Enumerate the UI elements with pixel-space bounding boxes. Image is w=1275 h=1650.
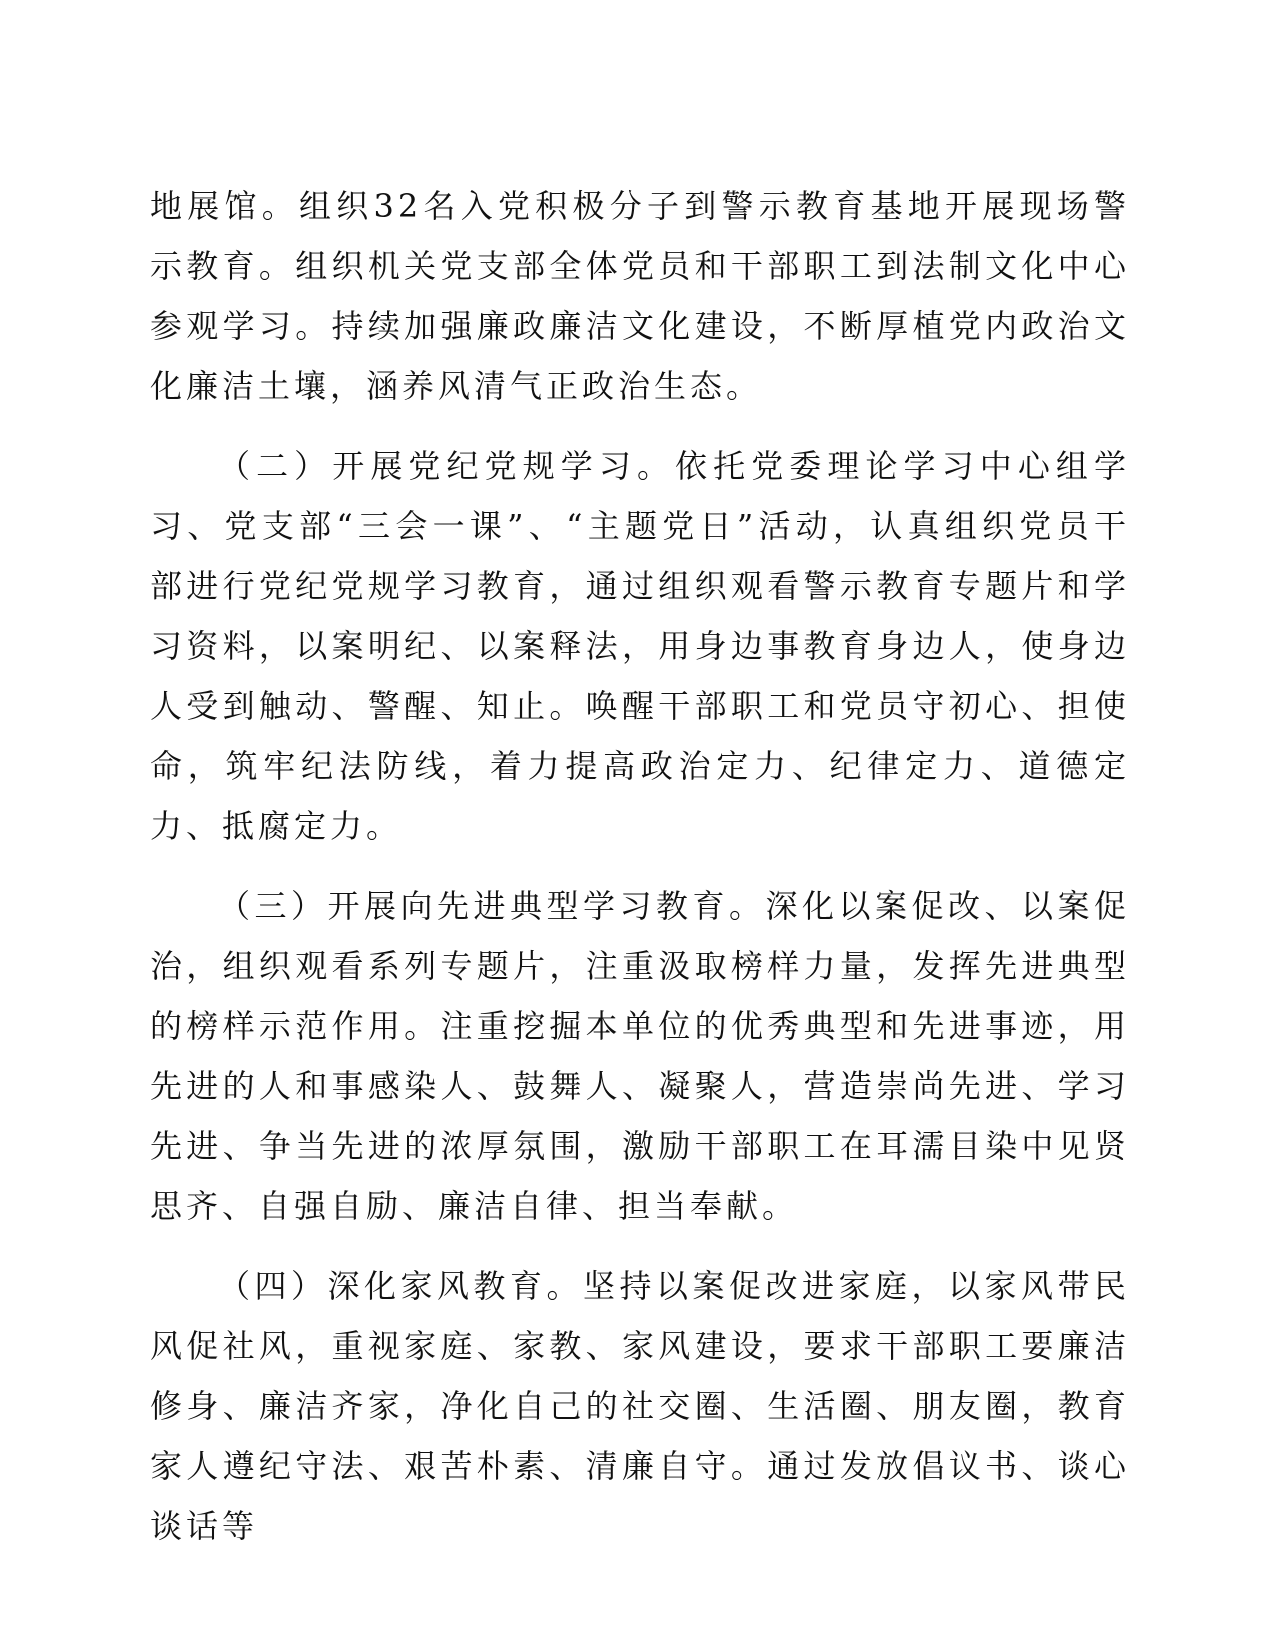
paragraph-continuation: 地展馆。组织32名入党积极分子到警示教育基地开展现场警示教育。组织机关党支部全体党员和干部职工到法制文化中心参观学习。持续加强廉政廉洁文化建设，不断厚植党内政治文化廉洁土壤，涵养风清气正政治生态。: [150, 187, 1130, 405]
paragraph-section-2: （二）开展党纪党规学习。依托党委理论学习中心组学习、党支部“三会一课”、“主题党日”活动，认真组织党员干部进行党纪党规学习教育，通过组织观看警示教育专题片和学习资料，以案明纪、以案释法，用身边事教育身边人，使身边人受到触动、警醒、知止。唤醒干部职工和党员守初心、担使命，筑牢纪法防线，着力提高政治定力、纪律定力、道德定力、抵腐定力。: [150, 447, 1130, 845]
document-body: [150, 176, 1130, 1576]
paragraph-section-3: （三）开展向先进典型学习教育。深化以案促改、以案促治，组织观看系列专题片，注重汲取榜样力量，发挥先进典型的榜样示范作用。注重挖掘本单位的优秀典型和先进事迹，用先进的人和事感染人、鼓舞人、凝聚人，营造崇尚先进、学习先进、争当先进的浓厚氛围，激励干部职工在耳濡目染中见贤思齐、自强自励、廉洁自律、担当奉献。: [150, 887, 1130, 1225]
paragraph-section-4: （四）深化家风教育。坚持以案促改进家庭，以家风带民风促社风，重视家庭、家教、家风建设，要求干部职工要廉洁修身、廉洁齐家，净化自己的社交圈、生活圈、朋友圈，教育家人遵纪守法、艰苦朴素、清廉自守。通过发放倡议书、谈心谈话等: [150, 1267, 1130, 1545]
